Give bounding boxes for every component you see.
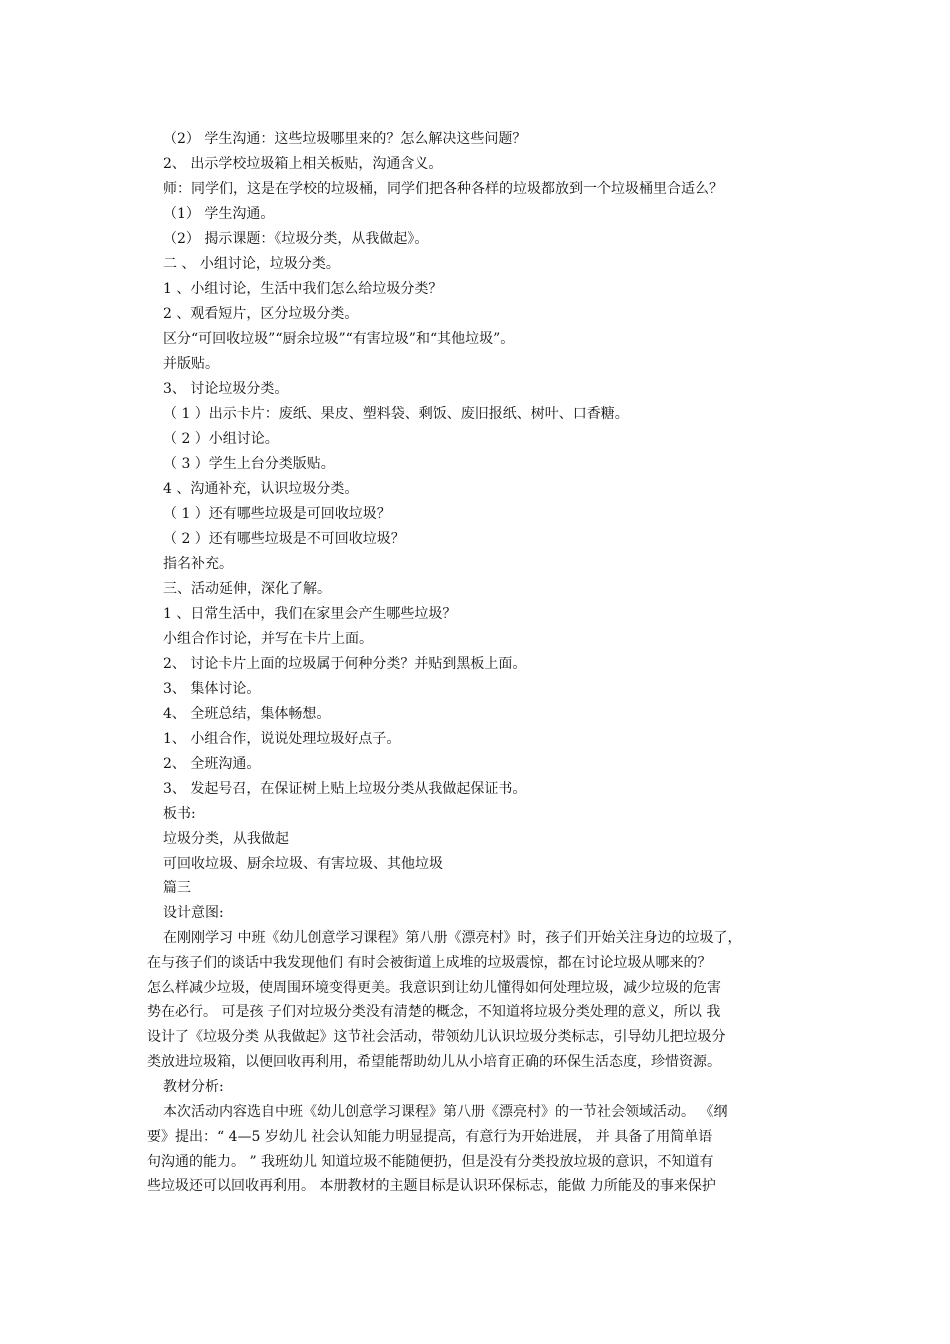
text-line: 4、 全班总结，集体畅想。 <box>163 706 331 722</box>
text-line: 并版贴。 <box>163 356 219 372</box>
text-line: 垃圾分类，从我做起 <box>163 831 289 847</box>
text-line: 可回收垃圾、厨余垃圾、有害垃圾、其他垃圾 <box>163 856 443 872</box>
text-line: （ 2 ）小组讨论。 <box>163 431 279 447</box>
text-line: （ 1 ）出示卡片：废纸、果皮、塑料袋、剩饭、废旧报纸、树叶、口香糖。 <box>163 406 629 422</box>
text-line: 小组合作讨论，并写在卡片上面。 <box>163 631 373 647</box>
section-heading: 二 、 小组讨论，垃圾分类。 <box>163 256 340 272</box>
text-line: 2、 出示学校垃圾箱上相关板贴，沟通含义。 <box>163 156 443 172</box>
paragraph-line: 要》提出：“ 4—5 岁幼儿 社会认知能力明显提高，有意行为开始进展， 并 具备了用简单语 <box>147 1129 713 1145</box>
text-line: 师：同学们，这是在学校的垃圾桶，同学们把各种各样的垃圾都放到一个垃圾桶里合适么？ <box>163 181 723 197</box>
text-line: （ 1 ）还有哪些垃圾是可回收垃圾？ <box>163 506 391 522</box>
text-line: 设计意图: <box>163 905 224 921</box>
text-line: （ 3 ）学生上台分类版贴。 <box>163 456 335 472</box>
text-line: 板书: <box>163 806 196 822</box>
text-line: （ 2 ）还有哪些垃圾是不可回收垃圾？ <box>163 531 405 547</box>
paragraph-line: 句沟通的能力。 ” 我班幼儿 知道垃圾不能随便扔，但是没有分类投放垃圾的意识，不知道有 <box>147 1154 714 1170</box>
text-line: （2） 揭示课题：《垃圾分类，从我做起》。 <box>163 231 429 247</box>
paragraph-line: 在与孩子们的谈话中我发现他们 有时会被街道上成堆的垃圾震惊，都在讨论垃圾从哪来的？ <box>147 955 712 971</box>
text-line: （2） 学生沟通：这些垃圾哪里来的？怎么解决这些问题？ <box>163 131 527 147</box>
paragraph-line: 势在必行。 可是孩 子们对垃圾分类没有清楚的概念，不知道将垃圾分类处理的意义，所以 我 <box>147 1004 721 1020</box>
text-line: 2、 全班沟通。 <box>163 756 261 772</box>
text-line: 教材分析: <box>163 1079 224 1095</box>
section-heading: 三、活动延伸，深化了解。 <box>163 581 331 597</box>
text-line: 3、 讨论垃圾分类。 <box>163 381 289 397</box>
text-line: 2 、观看短片，区分垃圾分类。 <box>163 306 359 322</box>
paragraph-line: 些垃圾还可以回收再利用。 本册教材的主题目标是认识环保标志，能做 力所能及的事来保护 <box>147 1178 716 1194</box>
text-line: 指名补充。 <box>163 556 233 572</box>
text-line: 区分“可回收垃圾”“厨余垃圾”“有害垃圾”和“其他垃圾”。 <box>163 331 515 347</box>
text-line: 3、 发起号召，在保证树上贴上垃圾分类从我做起保证书。 <box>163 781 527 797</box>
text-line: 1 、日常生活中，我们在家里会产生哪些垃圾？ <box>163 606 457 622</box>
paragraph-line: 怎么样减少垃圾，使周围环境变得更美。我意识到让幼儿懂得如何处理垃圾，减少垃圾的危害 <box>147 980 721 996</box>
text-line: 3、 集体讨论。 <box>163 681 261 697</box>
text-line: 4 、沟通补充，认识垃圾分类。 <box>163 481 359 497</box>
paragraph-line: 本次活动内容选自中班《幼儿创意学习课程》第八册《漂亮村》的一节社会领域活动。 《纲 <box>163 1104 728 1120</box>
section-heading: 篇三 <box>163 880 191 896</box>
paragraph-line: 设计了《垃圾分类 从我做起》这节社会活动，带领幼儿认识垃圾分类标志，引导幼儿把垃圾分 <box>147 1029 726 1045</box>
text-line: 1 、小组讨论，生活中我们怎么给垃圾分类？ <box>163 281 443 297</box>
text-line: 2、 讨论卡片上面的垃圾属于何种分类？并贴到黑板上面。 <box>163 656 527 672</box>
paragraph-line: 在刚刚学习 中班《幼儿创意学习课程》第八册《漂亮村》时，孩子们开始关注身边的垃圾了， <box>163 930 742 946</box>
paragraph-line: 类放进垃圾箱，以便回收再利用，希望能帮助幼儿从小培育正确的环保生活态度，珍惜资源。 <box>147 1054 721 1070</box>
text-line: （1） 学生沟通。 <box>163 206 275 222</box>
text-line: 1、 小组合作，说说处理垃圾好点子。 <box>163 731 401 747</box>
